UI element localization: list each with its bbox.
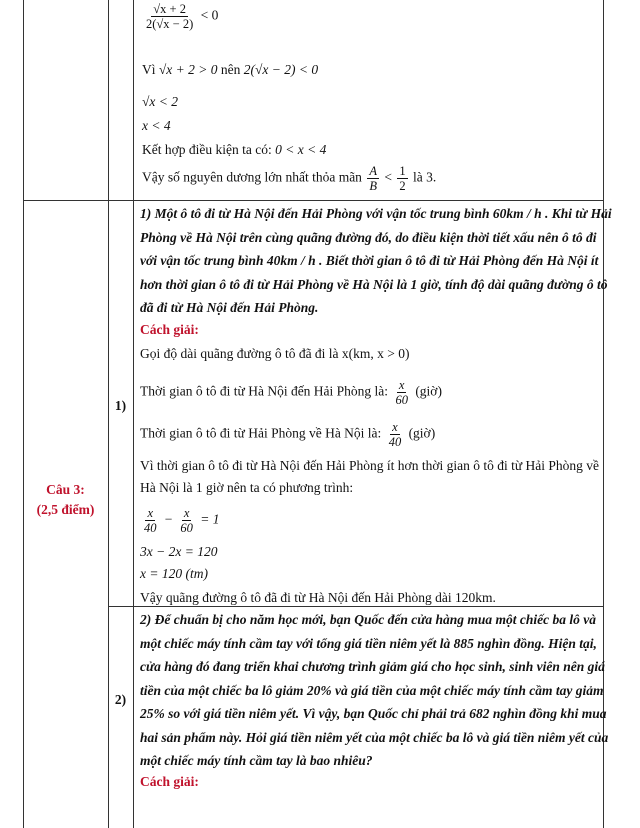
- part-2-label: 2): [114, 692, 127, 707]
- text: Vì: [142, 62, 156, 77]
- problem-line: tiền của một chiếc ba lô giảm 20% và giá tiền của một chiếc máy tính cầm tay giảm: [140, 682, 604, 698]
- fraction-denominator: 40: [388, 435, 402, 449]
- part-1-conclusion: Vậy quãng đường ô tô đã đi từ Hà Nội đến Hải Phòng dài 120km.: [140, 590, 496, 605]
- question-label: Câu 3:: [46, 482, 85, 497]
- text: Thời gian ô tô đi từ Hải Phòng về Hà Nội là:: [140, 425, 382, 441]
- fraction: [142, 506, 159, 535]
- math-expression: 2(√x − 2) < 0: [243, 62, 319, 77]
- problem-line: đã đi từ Hà Nội đến Hải Phòng.: [140, 300, 319, 315]
- top-line-5: [142, 142, 326, 158]
- part-1-step-4: Vì thời gian ô tô đi từ Hà Nội đến Hải Phòng ít hơn thời gian ô tô đi từ Hải Phòng về: [140, 458, 600, 473]
- problem-line: với vận tốc trung bình 40km / h . Biết thời gian ô tô đi từ Hải Phòng đến Hà Nội ít: [140, 253, 599, 268]
- problem-line: cửa hàng đó đang triển khai chương trình giảm giá cho học sinh, sinh viên nên giá: [140, 659, 605, 674]
- table-border-col2: [133, 0, 134, 828]
- top-line-1: [142, 2, 218, 31]
- text: nên: [220, 62, 241, 77]
- relation: < 0: [200, 7, 219, 23]
- text: (giờ): [408, 425, 436, 441]
- part-1-equation-2: 3x − 2x = 120: [140, 544, 218, 559]
- row-divider-cau3: [23, 200, 604, 201]
- fraction-numerator: A: [369, 164, 377, 178]
- operator: −: [163, 511, 173, 527]
- part-1-equation-1: [140, 506, 220, 535]
- part-1-step-2: [140, 378, 442, 407]
- math-expression: 0 < x < 4: [275, 142, 327, 157]
- problem-line: 1) Một ô tô đi từ Hà Nội đến Hải Phòng với vận tốc trung bình 60km / h . Khi từ Hải: [140, 206, 612, 221]
- fraction-numerator: x: [398, 378, 405, 392]
- fraction-denominator: 2(√x − 2): [146, 17, 194, 31]
- relation: = 1: [200, 511, 220, 527]
- top-line-4: x < 4: [142, 118, 171, 133]
- fraction-denominator: 60: [395, 393, 408, 407]
- fraction: [393, 378, 410, 407]
- fraction: [178, 506, 195, 535]
- text: Thời gian ô tô đi từ Hà Nội đến Hải Phòng là:: [140, 383, 389, 399]
- problem-line: một chiếc máy tính cầm tay với tổng giá tiền niêm yết là 885 nghìn đồng. Hiện tại,: [140, 635, 597, 651]
- problem-line: 2) Để chuẩn bị cho năm học mới, bạn Quốc đến cửa hàng mua một chiếc ba lô và: [140, 612, 596, 627]
- part-1-step-1: Gọi độ dài quãng đường ô tô đã đi là x(km, x > 0): [140, 346, 410, 361]
- text: Kết hợp điều kiện ta có:: [142, 142, 272, 157]
- problem-line: một chiếc máy tính cầm tay là bao nhiêu?: [140, 753, 373, 768]
- relation: <: [384, 169, 392, 185]
- part-1-solution-heading: Cách giải:: [140, 322, 199, 337]
- top-line-6: [142, 164, 436, 193]
- math-expression: √x + 2 > 0: [158, 62, 218, 77]
- fraction-denominator: 2: [399, 179, 406, 193]
- part-1-label: 1): [114, 398, 127, 413]
- text: (giờ): [415, 383, 442, 399]
- part-1-step-3: [140, 420, 435, 449]
- fraction-numerator: 1: [399, 164, 406, 178]
- fraction: [387, 420, 404, 449]
- table-border-left: [23, 0, 24, 828]
- fraction-denominator: B: [369, 179, 377, 193]
- fraction-a-b: [367, 164, 379, 193]
- top-line-3: √x < 2: [142, 94, 179, 109]
- question-points: (2,5 điểm): [36, 502, 95, 517]
- fraction-denominator: 60: [180, 521, 193, 535]
- part-2-solution-heading: Cách giải:: [140, 774, 199, 789]
- part-1-equation-3: x = 120 (tm): [140, 566, 208, 581]
- fraction-denominator: 40: [144, 521, 157, 535]
- table-border-right: [603, 0, 604, 828]
- text: là 3.: [412, 169, 437, 185]
- problem-line: Phòng về Hà Nội trên cùng quãng đường đó, do điều kiện thời tiết xấu nên ô tô đi: [140, 229, 597, 245]
- part-1-step-5: Hà Nội là 1 giờ nên ta có phương trình:: [140, 480, 354, 495]
- row-divider-part2: [108, 606, 604, 607]
- fraction-numerator: x: [183, 506, 190, 520]
- text: Vậy số nguyên dương lớn nhất thỏa mãn: [142, 169, 362, 185]
- fraction-one-half: [397, 164, 407, 193]
- top-line-2: [142, 62, 318, 78]
- fraction: [144, 2, 195, 31]
- problem-line: 25% so với giá tiền niêm yết. Vì vậy, bạn Quốc chỉ phải trả 682 nghìn đồng khi mua: [140, 706, 607, 721]
- fraction-numerator: x: [392, 420, 398, 434]
- problem-line: hơn thời gian ô tô đi từ Hải Phòng về Hà Nội là 1 giờ, tính độ dài quãng đường ô tô: [140, 276, 608, 292]
- fraction-numerator: √x + 2: [153, 2, 186, 16]
- fraction-numerator: x: [147, 506, 154, 520]
- problem-line: hai sản phẩm này. Hỏi giá tiền niêm yết của một chiếc ba lô và giá tiền niêm yết của: [140, 729, 609, 745]
